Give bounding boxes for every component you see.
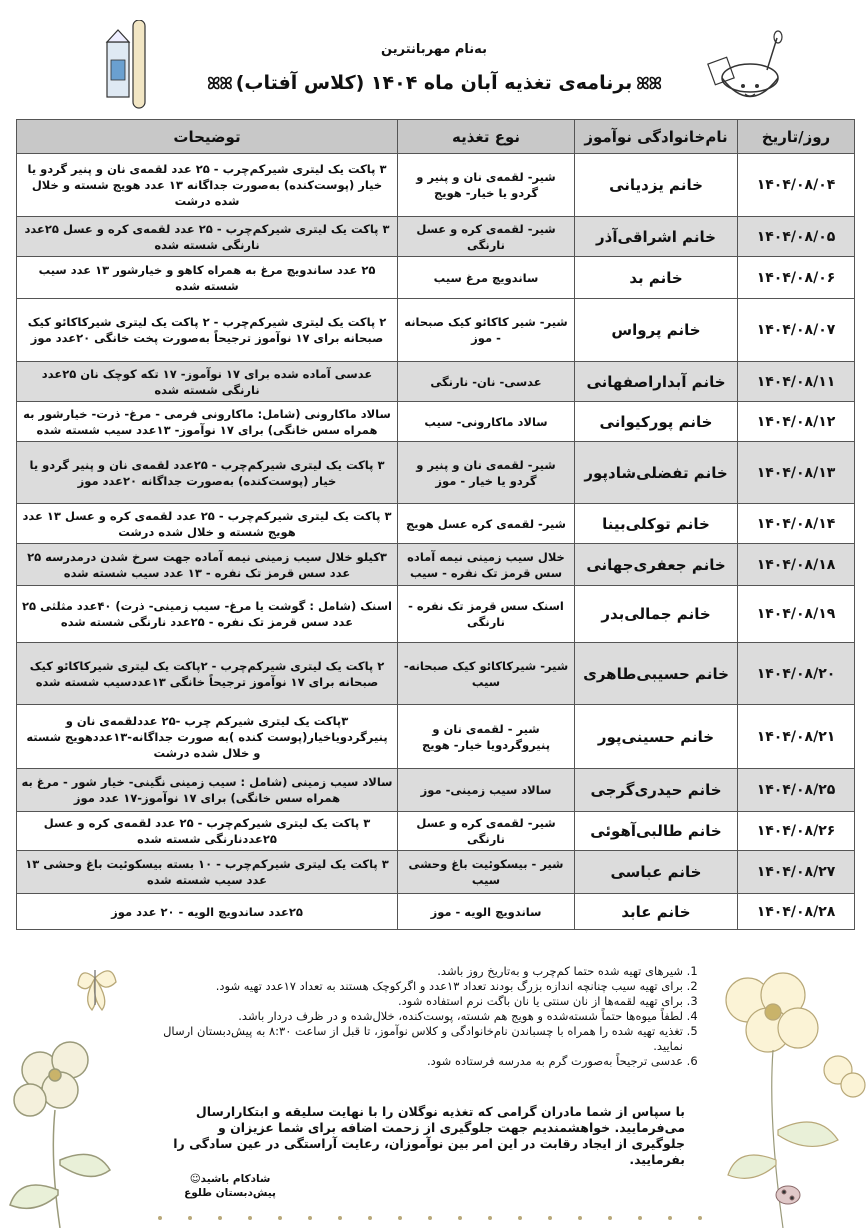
cell-food: خلال سیب زمینی نیمه آماده سس قرمز تک نفره - سیب	[398, 544, 575, 586]
cell-name: خانم جمالی‌بدر	[575, 586, 738, 643]
cell-date: ۱۴۰۴/۰۸/۰۶	[738, 257, 855, 299]
dotted-border-icon	[150, 1212, 710, 1224]
note-item: 1. شیرهای تهیه شده حتما کم‌چرب و به‌تاریخ روز باشد.	[150, 964, 683, 979]
notes-list	[150, 964, 705, 1069]
page-title	[150, 72, 718, 94]
flower-decoration-left-icon	[0, 960, 150, 1228]
table-row	[17, 586, 855, 643]
ornament-left: ꕤꕤ	[636, 74, 661, 93]
cell-description: سالاد سیب زمینی (شامل : سیب زمینی نگینی- خیار شور - مرغ به همراه سس خانگی) برای ۱۷ نوآموز-۱۷ عدد موز	[17, 769, 398, 812]
cell-name: خانم آبداراصفهانی	[575, 362, 738, 402]
table-row	[17, 769, 855, 812]
nutrition-table	[16, 119, 855, 930]
cell-date: ۱۴۰۴/۰۸/۲۰	[738, 643, 855, 705]
cell-description: ۳ پاکت یک لیتری شیرکم‌چرب - ۲۵عدد لقمه‌ی نان و پنیر گردو یا خیار (پوست‌کنده) به‌صورت جداگانه ۲۰عدد موز	[17, 442, 398, 504]
table-row	[17, 643, 855, 705]
table-row	[17, 705, 855, 769]
cell-name: خانم تفضلی‌شادپور	[575, 442, 738, 504]
note-item: 5. تغذیه تهیه شده را همراه با چسباندن نام‌خانوادگی و کلاس نوآموز، تا قبل از ساعت ۸:۳۰ به پیش‌دبستان ارسال نمایید.	[150, 1024, 683, 1054]
invocation-text: به‌نام مهربانترین	[381, 42, 487, 57]
cell-description: ۳پاکت یک لیتری شیرکم چرب -۲۵ عددلقمه‌ی نان و پنیرگردویاخیار(پوست کنده )به صورت جداگانه-۱۳عددهویج شسته و خلال شده درشت	[17, 705, 398, 769]
table-row	[17, 544, 855, 586]
table-row	[17, 154, 855, 217]
table-row	[17, 442, 855, 504]
cell-food: عدسی- نان- نارنگی	[398, 362, 575, 402]
cell-food: سالاد ماکارونی- سیب	[398, 402, 575, 442]
cell-food: شیر- شیر کاکائو کیک صبحانه - موز	[398, 299, 575, 362]
milk-carton-icon	[103, 20, 153, 110]
cell-description: اسنک (شامل : گوشت یا مرغ- سیب زمینی- ذرت) ۴۰عدد مثلثی ۲۵ عدد سس قرمز تک نفره - ۲۵عدد نارنگی شسته شده	[17, 586, 398, 643]
cell-name: خانم یزدیانی	[575, 154, 738, 217]
cell-name: خانم حیدری‌گرجی	[575, 769, 738, 812]
table-row	[17, 299, 855, 362]
cell-date: ۱۴۰۴/۰۸/۲۶	[738, 812, 855, 851]
cell-name: خانم عابد	[575, 894, 738, 930]
cell-date: ۱۴۰۴/۰۸/۲۷	[738, 851, 855, 894]
cell-date: ۱۴۰۴/۰۸/۱۴	[738, 504, 855, 544]
cell-date: ۱۴۰۴/۰۸/۱۱	[738, 362, 855, 402]
cell-name: خانم بد	[575, 257, 738, 299]
cell-description: ۲ پاکت یک لیتری شیرکم‌چرب - ۲پاکت یک لیتری شیرکاکائو کیک صبحانه برای ۱۷ نوآموز ترجیحاً خانگی ۱۳عددسیب شسته شده	[17, 643, 398, 705]
table-row	[17, 257, 855, 299]
cell-description: ۳ پاکت یک لیتری شیرکم‌چرب - ۲۵ عدد لقمه‌ی کره و عسل ۲۵عددنارنگی شسته شده	[17, 812, 398, 851]
cell-name: خانم حسیبی‌طاهری	[575, 643, 738, 705]
column-header-food: نوع تغذیه	[398, 120, 575, 154]
cell-food: شیر- لقمه‌ی کره عسل هویج	[398, 504, 575, 544]
cell-description: ۲ پاکت یک لیتری شیرکم‌چرب - ۲ پاکت یک لیتری شیرکاکائو کیک صبحانه برای ۱۷ نوآموز ترجیحاً به‌صورت پخت خانگی ۲۰عدد موز	[17, 299, 398, 362]
table-row	[17, 362, 855, 402]
cell-food: شیر- لقمه‌ی کره و عسل نارنگی	[398, 812, 575, 851]
cell-date: ۱۴۰۴/۰۸/۱۸	[738, 544, 855, 586]
note-item: 6. عدسی ترجیحاً به‌صورت گرم به مدرسه فرستاده شود.	[150, 1054, 683, 1069]
flower-decoration-right-icon	[688, 960, 868, 1228]
cell-name: خانم عباسی	[575, 851, 738, 894]
cell-description: ۳کیلو خلال سیب زمینی نیمه آماده جهت سرخ شدن درمدرسه ۲۵ عدد سس قرمز تک نفره - ۱۳ عدد سیب شسته شده	[17, 544, 398, 586]
cell-food: اسنک سس قرمز تک نفره - نارنگی	[398, 586, 575, 643]
cell-date: ۱۴۰۴/۰۸/۱۹	[738, 586, 855, 643]
cell-description: ۳ پاکت یک لیتری شیرکم‌چرب - ۲۵ عدد لقمه‌ی نان و پنیر گردو یا خیار (پوست‌کنده) به‌صورت جداگانه ۱۳ عدد هویج شسته و خلال شده درشت	[17, 154, 398, 217]
table-row	[17, 851, 855, 894]
cell-name: خانم اشراقی‌آذر	[575, 217, 738, 257]
note-item: 3. برای تهیه لقمه‌ها از نان سنتی یا نان باگت نرم استفاده شود.	[150, 994, 683, 1009]
signature-line: شادکام باشید☺	[189, 1173, 271, 1185]
cell-description: ۳ پاکت یک لیتری شیرکم‌چرب - ۲۵ عدد لقمه‌ی کره و عسل ۱۳ عدد هویج شسته و خلال شده درشت	[17, 504, 398, 544]
cell-date: ۱۴۰۴/۰۸/۱۳	[738, 442, 855, 504]
cell-name: خانم طالبی‌آهوئی	[575, 812, 738, 851]
table-row	[17, 504, 855, 544]
cell-description: ۲۵ عدد ساندویچ مرغ به همراه کاهو و خیارشور ۱۳ عدد سیب شسته شده	[17, 257, 398, 299]
title-text: برنامه‌ی تغذیه آبان ماه ۱۴۰۴ (کلاس آفتاب)	[235, 72, 633, 94]
cell-description: ۳ پاکت یک لیتری شیرکم‌چرب - ۱۰ بسته بیسکوئیت باغ وحشی ۱۳ عدد سیب شسته شده	[17, 851, 398, 894]
cell-food: شیر- لقمه‌ی نان و پنیر و گردو یا خیار- هویج	[398, 154, 575, 217]
cell-date: ۱۴۰۴/۰۸/۲۵	[738, 769, 855, 812]
cell-description: ۲۵عدد ساندویچ الویه - ۲۰ عدد موز	[17, 894, 398, 930]
table-row	[17, 402, 855, 442]
cell-date: ۱۴۰۴/۰۸/۰۴	[738, 154, 855, 217]
cell-food: ساندویچ مرغ سیب	[398, 257, 575, 299]
cell-food: شیر - بیسکوئیت باغ وحشی سیب	[398, 851, 575, 894]
cell-name: خانم توکلی‌بینا	[575, 504, 738, 544]
cell-food: شیر- لقمه‌ی کره و عسل نارنگی	[398, 217, 575, 257]
ornament-right: ꕤꕤ	[207, 74, 232, 93]
column-header-description: توضیحات	[17, 120, 398, 154]
cell-description: سالاد ماکارونی (شامل: ماکارونی فرمی - مرغ- ذرت- خیارشور به همراه سس خانگی) برای ۱۷ نوآموز- ۱۳عدد سیب شسته شده	[17, 402, 398, 442]
thanks-paragraph: با سپاس از شما مادران گرامی که تغذیه نوگلان را با نهایت سلیقه و ابتکارارسال می‌فرمایید. خواهشمندیم جهت جلوگیری از زحمت اضافه برای شما عزیزان و جلوگیری از ایجاد رقابت در این امر بین نوآموزان، رعایت آراستگی در عین سادگی را بفرمایید.	[173, 1104, 685, 1167]
cell-date: ۱۴۰۴/۰۸/۰۵	[738, 217, 855, 257]
cell-food: ساندویچ الویه - موز	[398, 894, 575, 930]
school-name: پیش‌دبستان طلوع	[184, 1187, 276, 1199]
cell-food: سالاد سیب زمینی- موز	[398, 769, 575, 812]
signature	[160, 1172, 300, 1200]
cell-date: ۱۴۰۴/۰۸/۲۱	[738, 705, 855, 769]
column-header-date: روز/تاریخ	[738, 120, 855, 154]
note-item: 4. لطفاً میوه‌ها حتماً شسته‌شده و هویج هم شسته، پوست‌کنده، خلال‌شده و در ظرف دردار باشد.	[150, 1009, 683, 1024]
cell-name: خانم پرواس	[575, 299, 738, 362]
cell-food: شیر- لقمه‌ی نان و پنیر و گردو یا خیار - موز	[398, 442, 575, 504]
table-row	[17, 812, 855, 851]
cell-food: شیر - لقمه‌ی نان و پنیروگردویا خیار- هویج	[398, 705, 575, 769]
cell-name: خانم پورکیوانی	[575, 402, 738, 442]
note-item: 2. برای تهیه سیب چنانچه اندازه بزرگ بودند تعداد ۱۳عدد و اگرکوچک هستند به تعداد ۱۷عدد تهیه شود.	[150, 979, 683, 994]
cell-date: ۱۴۰۴/۰۸/۱۲	[738, 402, 855, 442]
cell-description: ۳ پاکت یک لیتری شیرکم‌چرب - ۲۵ عدد لقمه‌ی کره و عسل ۲۵عدد نارنگی شسته شده	[17, 217, 398, 257]
column-header-name: نام‌خانوادگی نوآموز	[575, 120, 738, 154]
table-header-row	[17, 120, 855, 154]
cell-date: ۱۴۰۴/۰۸/۰۷	[738, 299, 855, 362]
table-row	[17, 894, 855, 930]
table-row	[17, 217, 855, 257]
cell-name: خانم جعفری‌جهانی	[575, 544, 738, 586]
cell-date: ۱۴۰۴/۰۸/۲۸	[738, 894, 855, 930]
cell-food: شیر- شیرکاکائو کیک صبحانه- سیب	[398, 643, 575, 705]
cell-name: خانم حسینی‌پور	[575, 705, 738, 769]
cell-description: عدسی آماده شده برای ۱۷ نوآموز- ۱۷ تکه کوچک نان ۲۵عدد نارنگی شسته شده	[17, 362, 398, 402]
